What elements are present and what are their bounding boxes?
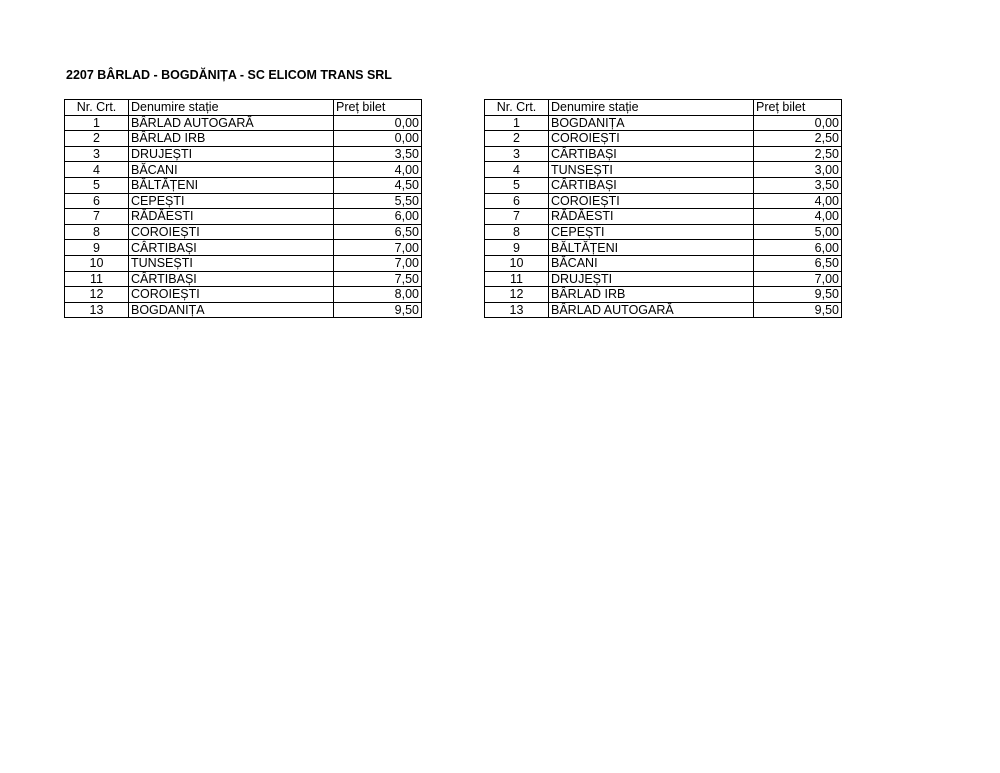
table-row <box>65 162 422 178</box>
row-number: 6 <box>485 193 549 209</box>
station-name: TUNSEȘTI <box>549 162 754 178</box>
table-row <box>485 146 842 162</box>
table-row <box>485 240 842 256</box>
ticket-price: 9,50 <box>754 287 842 303</box>
station-name: BÂRLAD AUTOGARĂ <box>549 302 754 318</box>
table-row <box>485 193 842 209</box>
row-number: 11 <box>65 271 129 287</box>
station-name: BĂCANI <box>549 255 754 271</box>
station-name: CÂRTIBAȘI <box>129 240 334 256</box>
station-name: BĂCANI <box>129 162 334 178</box>
table-row <box>65 209 422 225</box>
station-name: DRUJEȘTI <box>549 271 754 287</box>
header-price: Preț bilet <box>754 100 842 116</box>
row-number: 4 <box>65 162 129 178</box>
station-name: BOGDANIȚA <box>549 115 754 131</box>
row-number: 8 <box>65 224 129 240</box>
fare-table-return <box>484 99 842 318</box>
table-row <box>485 255 842 271</box>
table-row <box>65 255 422 271</box>
station-name: COROIEȘTI <box>549 131 754 147</box>
ticket-price: 3,50 <box>754 177 842 193</box>
station-name: BÂRLAD IRB <box>549 287 754 303</box>
ticket-price: 7,00 <box>754 271 842 287</box>
table-row <box>65 271 422 287</box>
row-number: 9 <box>485 240 549 256</box>
station-name: RĂDĂESTI <box>129 209 334 225</box>
row-number: 5 <box>65 177 129 193</box>
row-number: 7 <box>65 209 129 225</box>
ticket-price: 7,50 <box>334 271 422 287</box>
table-row <box>65 146 422 162</box>
station-name: BOGDANIȚA <box>129 302 334 318</box>
table-row <box>65 193 422 209</box>
row-number: 13 <box>485 302 549 318</box>
table-row <box>65 131 422 147</box>
table-row <box>65 115 422 131</box>
row-number: 6 <box>65 193 129 209</box>
station-name: BÂRLAD IRB <box>129 131 334 147</box>
table-row <box>485 302 842 318</box>
table-row <box>485 224 842 240</box>
station-name: COROIEȘTI <box>129 224 334 240</box>
ticket-price: 4,00 <box>754 193 842 209</box>
station-name: RĂDĂESTI <box>549 209 754 225</box>
row-number: 10 <box>485 255 549 271</box>
station-name: BĂLTĂȚENI <box>129 177 334 193</box>
row-number: 10 <box>65 255 129 271</box>
row-number: 9 <box>65 240 129 256</box>
row-number: 3 <box>485 146 549 162</box>
ticket-price: 7,00 <box>334 255 422 271</box>
row-number: 2 <box>485 131 549 147</box>
ticket-price: 4,50 <box>334 177 422 193</box>
header-price: Preț bilet <box>334 100 422 116</box>
ticket-price: 6,50 <box>754 255 842 271</box>
ticket-price: 9,50 <box>334 302 422 318</box>
ticket-price: 5,50 <box>334 193 422 209</box>
table-row <box>485 131 842 147</box>
station-name: TUNSEȘTI <box>129 255 334 271</box>
header-station: Denumire stație <box>129 100 334 116</box>
row-number: 8 <box>485 224 549 240</box>
header-row <box>65 100 422 116</box>
page-title: 2207 BÂRLAD - BOGDĂNIȚA - SC ELICOM TRANS SRL <box>66 68 392 82</box>
ticket-price: 2,50 <box>754 131 842 147</box>
row-number: 4 <box>485 162 549 178</box>
station-name: CÂRTIBAȘI <box>129 271 334 287</box>
table-row <box>65 287 422 303</box>
ticket-price: 4,00 <box>754 209 842 225</box>
table-row <box>485 177 842 193</box>
table-row <box>485 209 842 225</box>
row-number: 13 <box>65 302 129 318</box>
table-row <box>65 177 422 193</box>
station-name: BÂRLAD AUTOGARĂ <box>129 115 334 131</box>
header-nr: Nr. Crt. <box>65 100 129 116</box>
ticket-price: 4,00 <box>334 162 422 178</box>
fare-table-outbound <box>64 99 422 318</box>
ticket-price: 5,00 <box>754 224 842 240</box>
ticket-price: 3,50 <box>334 146 422 162</box>
header-row <box>485 100 842 116</box>
table-row <box>65 302 422 318</box>
station-name: BĂLTĂȚENI <box>549 240 754 256</box>
station-name: DRUJEȘTI <box>129 146 334 162</box>
table-row <box>65 224 422 240</box>
ticket-price: 0,00 <box>334 131 422 147</box>
row-number: 1 <box>65 115 129 131</box>
ticket-price: 6,50 <box>334 224 422 240</box>
table-row <box>485 162 842 178</box>
row-number: 2 <box>65 131 129 147</box>
station-name: CEPEȘTI <box>129 193 334 209</box>
table-row <box>65 240 422 256</box>
table-row <box>485 115 842 131</box>
row-number: 5 <box>485 177 549 193</box>
header-nr: Nr. Crt. <box>485 100 549 116</box>
ticket-price: 9,50 <box>754 302 842 318</box>
row-number: 12 <box>65 287 129 303</box>
row-number: 11 <box>485 271 549 287</box>
ticket-price: 7,00 <box>334 240 422 256</box>
table-row <box>485 271 842 287</box>
row-number: 1 <box>485 115 549 131</box>
ticket-price: 2,50 <box>754 146 842 162</box>
ticket-price: 0,00 <box>754 115 842 131</box>
ticket-price: 6,00 <box>754 240 842 256</box>
ticket-price: 6,00 <box>334 209 422 225</box>
row-number: 3 <box>65 146 129 162</box>
station-name: CÂRTIBAȘI <box>549 177 754 193</box>
ticket-price: 8,00 <box>334 287 422 303</box>
row-number: 7 <box>485 209 549 225</box>
ticket-price: 3,00 <box>754 162 842 178</box>
header-station: Denumire stație <box>549 100 754 116</box>
station-name: CEPEȘTI <box>549 224 754 240</box>
station-name: COROIEȘTI <box>129 287 334 303</box>
station-name: CÂRTIBAȘI <box>549 146 754 162</box>
station-name: COROIEȘTI <box>549 193 754 209</box>
ticket-price: 0,00 <box>334 115 422 131</box>
table-row <box>485 287 842 303</box>
row-number: 12 <box>485 287 549 303</box>
